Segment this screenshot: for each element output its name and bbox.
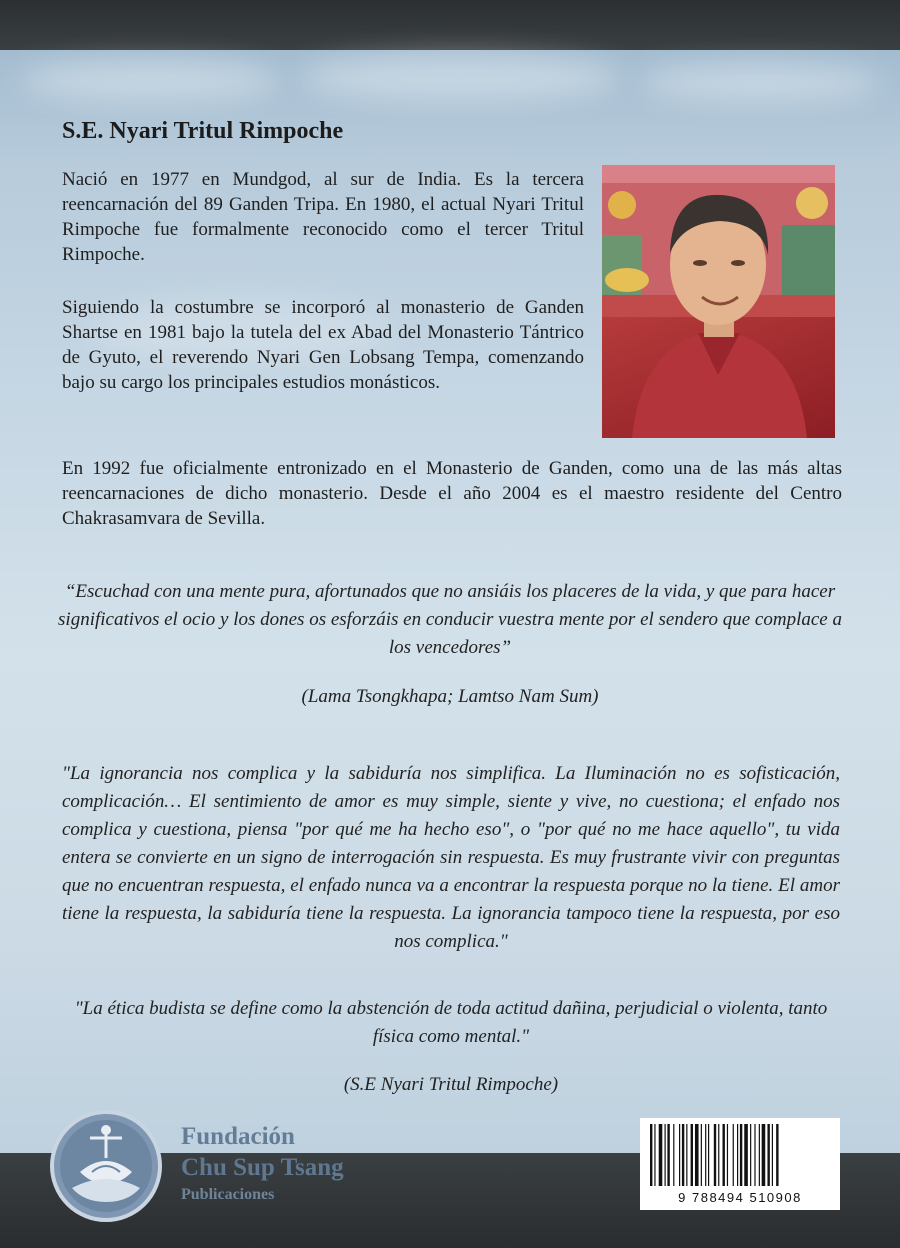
quote-ethics-source: (S.E Nyari Tritul Rimpoche) <box>343 1074 559 1095</box>
barcode-bars <box>640 1118 840 1190</box>
quote-tsongkhapa: “Escuchad con una mente pura, afortunados que no ansiáis los placeres de la vida, y que para hacer significativos el ocio y los dones os esforzáis en conducir vuestra mente por el sendero que complace a los vencedores” <box>58 581 842 658</box>
quote-tsongkhapa-source: (Lama Tsongkhapa; Lamtso Nam Sum) <box>301 686 599 707</box>
bio-paragraph-3: En 1992 fue oficialmente entronizado en el Monasterio de Ganden, como una de las más altas reencarnaciones de dicho monasterio. Desde el año 2004 es el maestro residente del Centro Chakrasamvara de Sevilla. <box>62 458 842 529</box>
top-band <box>0 0 900 50</box>
portrait-illustration <box>602 165 835 438</box>
publisher-line-1: Fundación <box>181 1123 295 1150</box>
isbn-number: 9 788494 510908 <box>678 1190 802 1205</box>
bio-paragraph-1: Nació en 1977 en Mundgod, al sur de India. Es la tercera reencarnación del 89 Ganden Tripa. En 1980, el actual Nyari Tritul Rimpoche fue formalmente reconocido como el tercer Tritul Rimpoche. <box>62 169 584 265</box>
page-title: S.E. Nyari Tritul Rimpoche <box>62 118 344 144</box>
portrait-photo <box>602 165 835 438</box>
quote-ethics: "La ética budista se define como la abstención de toda actitud dañina, perjudicial o violenta, tanto física como mental." <box>74 998 828 1047</box>
publisher-line-2: Chu Sup Tsang <box>181 1154 344 1181</box>
lotus-emblem-icon <box>50 1110 162 1222</box>
quote-ignorance: "La ignorancia nos complica y la sabiduría nos simplifica. La Iluminación no es sofisticación, complicación… El sentimiento de amor es muy simple, siente y vive, no cuestiona; el enfado nos complica y cuestiona, piensa "por qué me ha hecho eso", o "por qué no me hace aquello", tu vida entera se convierte en un signo de interrogación sin respuesta. Es muy frustrante vivir con preguntas que no encuentran respuesta, el enfado nunca va a encontrar la respuesta porque no la tiene. El amor tiene la respuesta, la sabiduría tiene la respuesta. La ignorancia tampoco tiene la respuesta, por eso nos complica." <box>62 763 840 952</box>
foundation-logo <box>50 1110 162 1222</box>
bio-paragraph-2: Siguiendo la costumbre se incorporó al monasterio de Ganden Shartse en 1981 bajo la tutela del ex Abad del Monasterio Tántrico de Gyuto, el reverendo Nyari Gen Lobsang Tempa, comenzando bajo su cargo los principales estudios monásticos. <box>62 297 584 393</box>
isbn-barcode <box>640 1118 840 1210</box>
publisher-line-3: Publicaciones <box>181 1186 275 1203</box>
publisher-name <box>181 1122 344 1206</box>
